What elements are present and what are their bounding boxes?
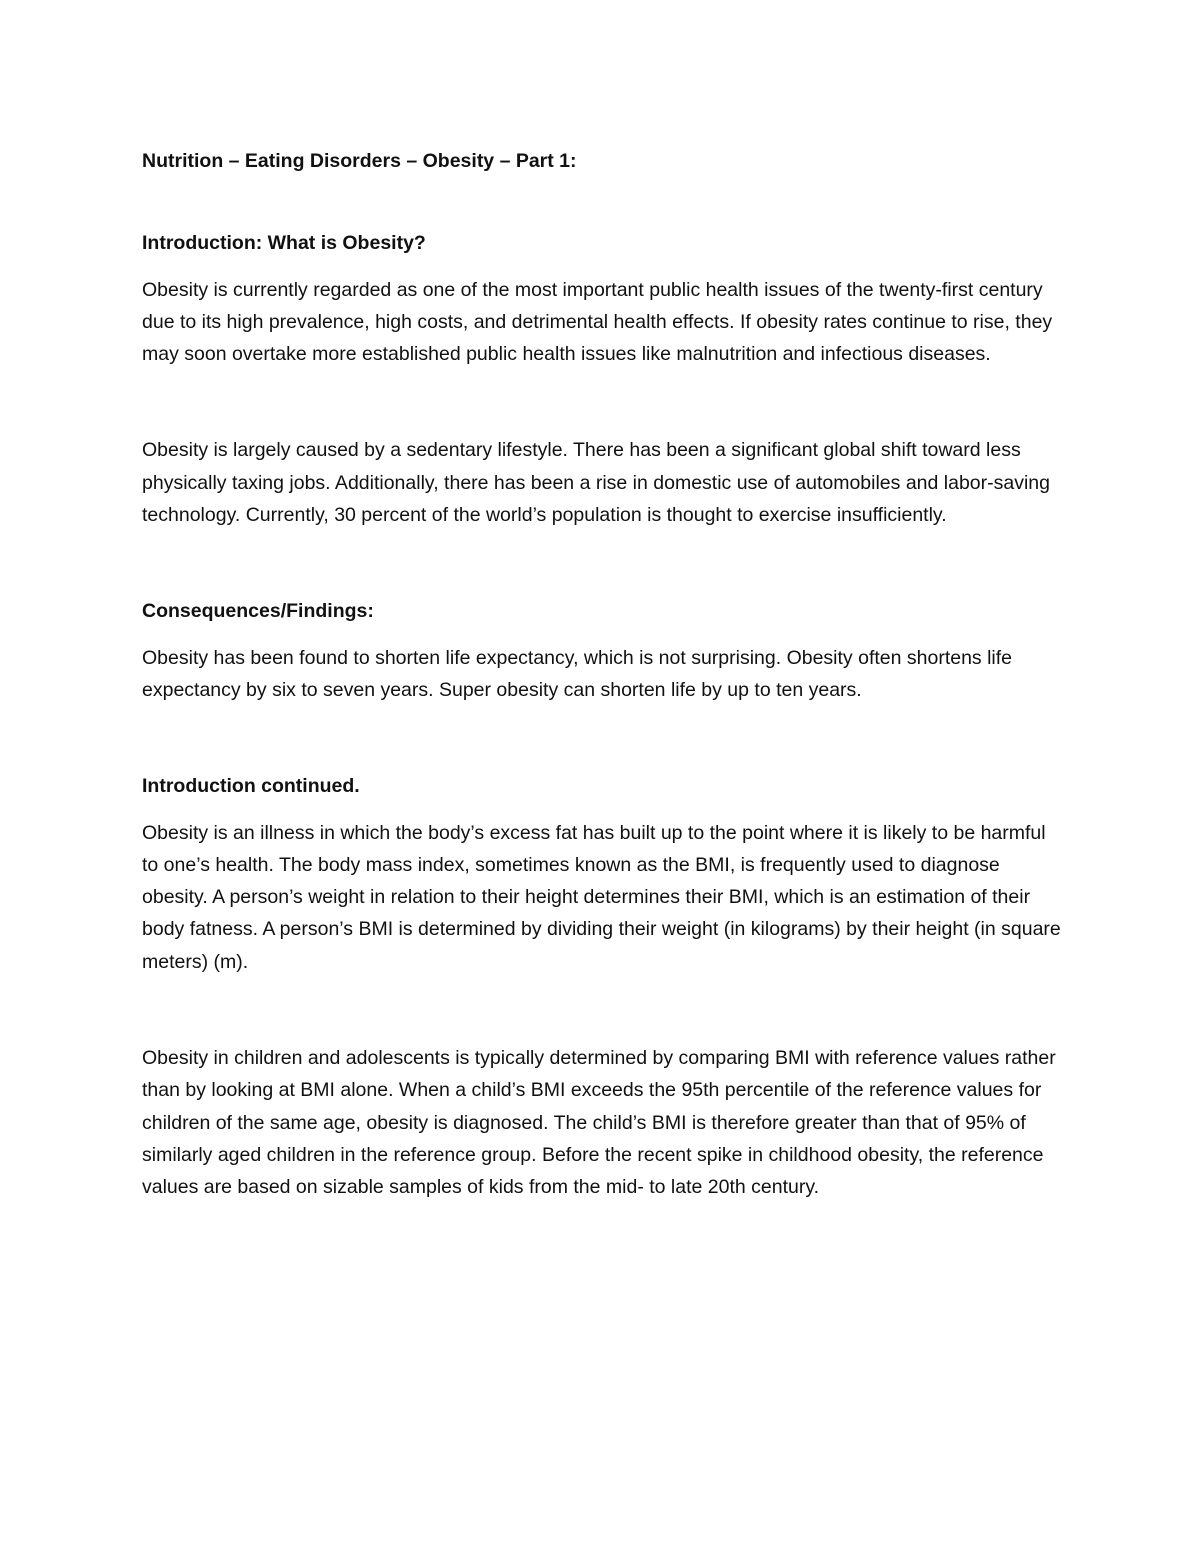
document-title: Nutrition – Eating Disorders – Obesity – Part 1: bbox=[142, 150, 577, 172]
intro-continued-paragraph-2: Obesity in children and adolescents is typically determined by comparing BMI with reference values rather than by looking at BMI alone. When a child’s BMI exceeds the 95th percentile of the reference values for children of the same age, obesity is diagnosed. The child’s BMI is therefore greater than that of 95% of similarly aged children in the reference group. Before the recent spike in childhood obesity, the reference values are based on sizable samples of kids from the mid- to late 20th century. bbox=[142, 1047, 1056, 1199]
consequences-heading: Consequences/Findings: bbox=[142, 600, 374, 623]
intro-continued-paragraph-1: Obesity is an illness in which the body’s excess fat has built up to the point where it is likely to be harmful to one’s health. The body mass index, sometimes known as the BMI, is frequently used to diagnose obesity. A person’s weight in relation to their height determines their BMI, which is an estimation of their body fatness. A person’s BMI is determined by dividing their weight (in kilograms) by their height (in square meters) (m). bbox=[142, 821, 1061, 973]
intro-paragraph-2: Obesity is largely caused by a sedentary lifestyle. There has been a significant global shift toward less physically taxing jobs. Additionally, there has been a rise in domestic use of automobiles and labor-saving technology. Currently, 30 percent of the world’s population is thought to exercise insufficiently. bbox=[142, 439, 1050, 527]
intro-continued-heading: Introduction continued. bbox=[142, 775, 360, 798]
intro-heading: Introduction: What is Obesity? bbox=[142, 232, 426, 255]
consequences-paragraph: Obesity has been found to shorten life expectancy, which is not surprising. Obesity often shortens life expectancy by six to seven years. Super obesity can shorten life by up to ten years. bbox=[142, 646, 1013, 701]
document-page bbox=[142, 145, 1067, 1204]
intro-paragraph-1: Obesity is currently regarded as one of the most important public health issues of the twenty-first century due to its high prevalence, high costs, and detrimental health effects. If obesity rates continue to rise, they may soon overtake more established public health issues like malnutrition and infectious diseases. bbox=[142, 278, 1053, 366]
